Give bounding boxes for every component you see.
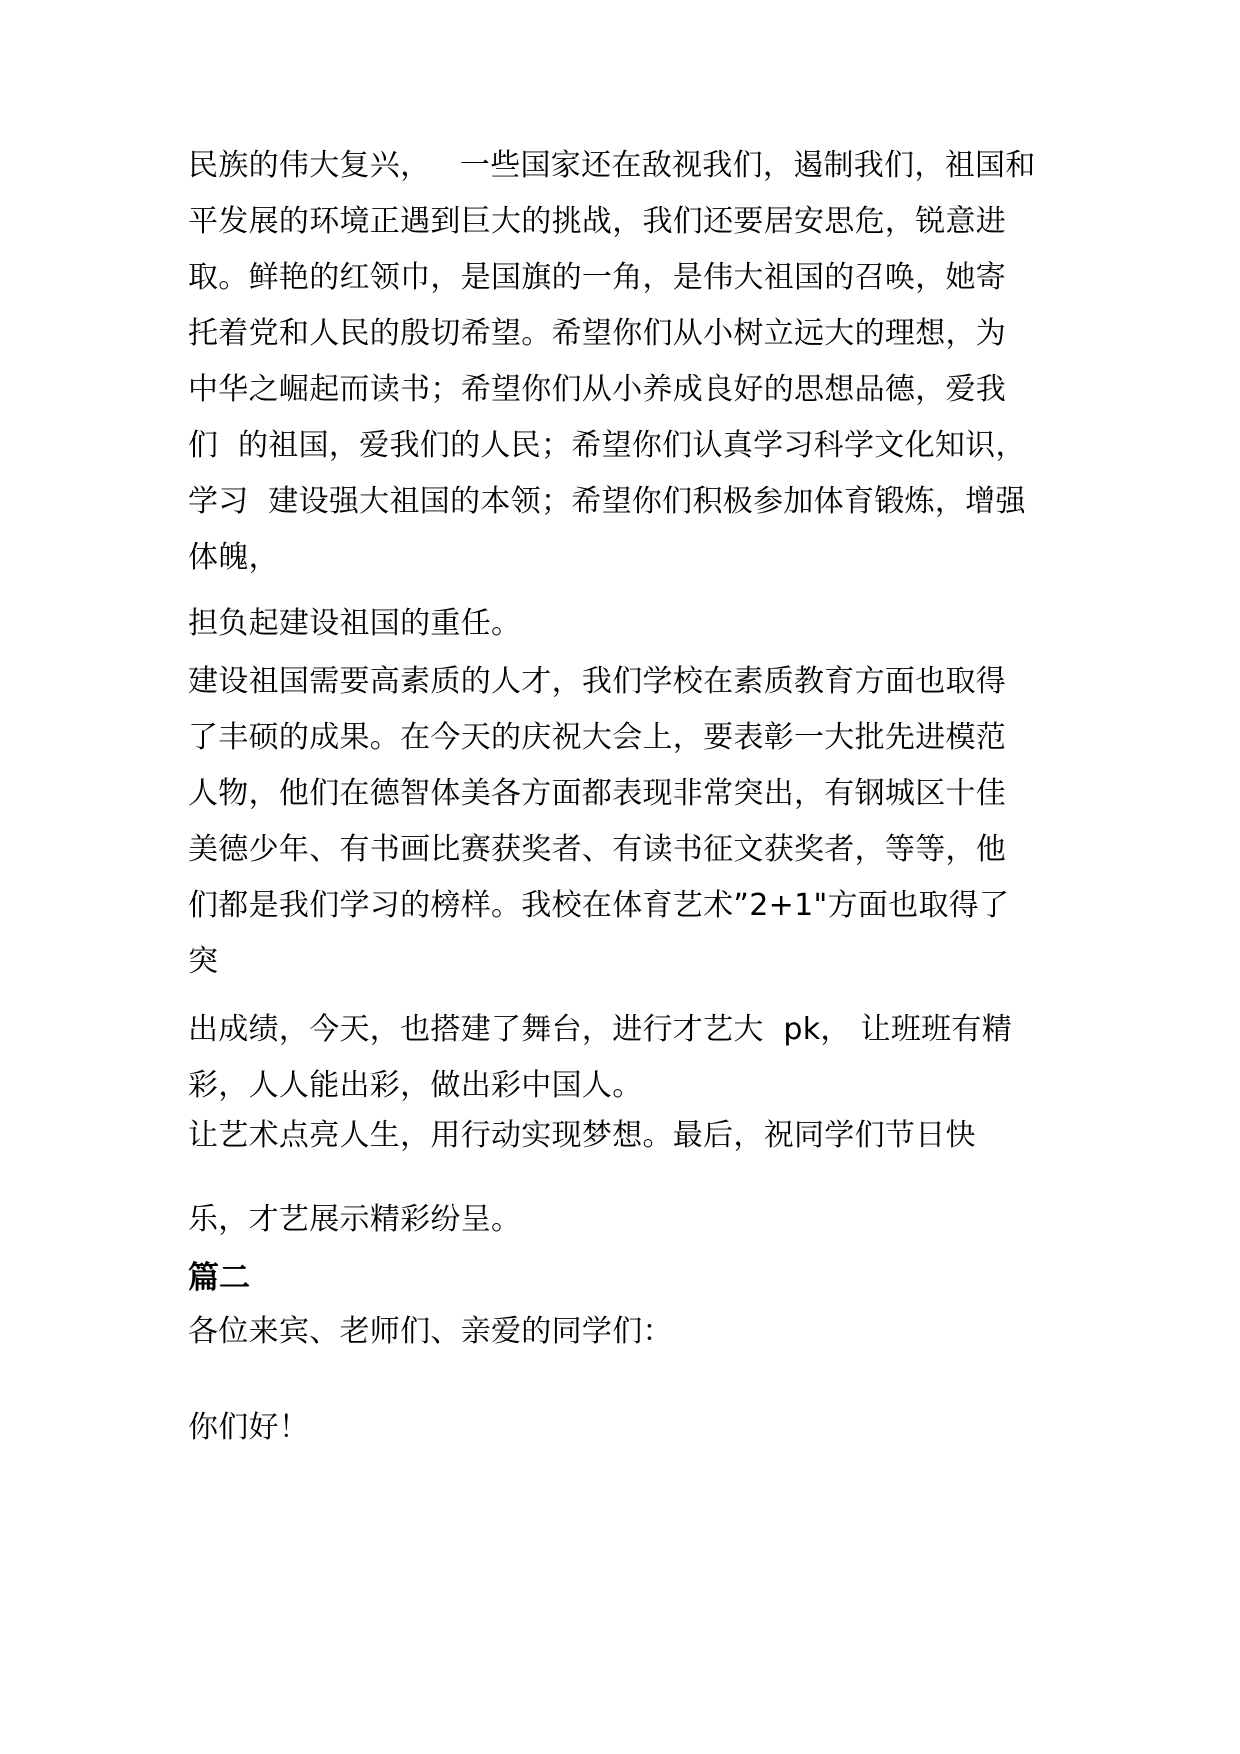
greeting-line: 各位来宾、老师们、亲爱的同学们： <box>188 1314 673 1349</box>
paragraph-line: 彩，人人能出彩，做出彩中国人。 <box>188 1068 643 1103</box>
paragraph-line: 担负起建设祖国的重任。 <box>188 606 522 641</box>
section-heading: 篇二 <box>188 1260 250 1296</box>
paragraph-line: 托着党和人民的殷切希望。希望你们从小树立远大的理想，为 <box>188 316 1007 351</box>
paragraph-line: 美德少年、有书画比赛获奖者、有读书征文获奖者，等等，他 <box>188 832 1007 867</box>
paragraph-line: 让艺术点亮人生，用行动实现梦想。最后，祝同学们节日快 <box>188 1118 976 1153</box>
paragraph-line: 们 的祖国，爱我们的人民；希望你们认真学习科学文化知识， <box>188 428 1026 463</box>
paragraph-line: 出成绩，今天，也搭建了舞台，进行才艺大 pk， 让班班有精 <box>188 1012 1013 1047</box>
paragraph-line: 人物，他们在德智体美各方面都表现非常突出，有钢城区十佳 <box>188 776 1007 811</box>
paragraph-line: 了丰硕的成果。在今天的庆祝大会上，要表彰一大批先进模范 <box>188 720 1007 755</box>
paragraph-line: 中华之崛起而读书；希望你们从小养成良好的思想品德，爱我 <box>188 372 1007 407</box>
paragraph-line: 平发展的环境正遇到巨大的挑战，我们还要居安思危，锐意进 <box>188 204 1007 239</box>
paragraph-line: 乐，才艺展示精彩纷呈。 <box>188 1202 522 1237</box>
paragraph-line: 们都是我们学习的榜样。我校在体育艺术”2+1"方面也取得了 <box>188 888 1010 923</box>
salutation-line: 你们好！ <box>188 1410 310 1445</box>
paragraph-line: 建设祖国需要高素质的人才，我们学校在素质教育方面也取得 <box>188 664 1007 699</box>
paragraph-line: 取。鲜艳的红领巾，是国旗的一角，是伟大祖国的召唤，她寄 <box>188 260 1007 295</box>
paragraph-line: 突 <box>188 944 219 979</box>
paragraph-line: 学习 建设强大祖国的本领；希望你们积极参加体育锻炼，增强 <box>188 484 1026 519</box>
paragraph-line: 民族的伟大复兴， 一些国家还在敌视我们，遏制我们，祖国和 <box>188 148 1036 183</box>
paragraph-line: 体魄， <box>188 540 279 575</box>
